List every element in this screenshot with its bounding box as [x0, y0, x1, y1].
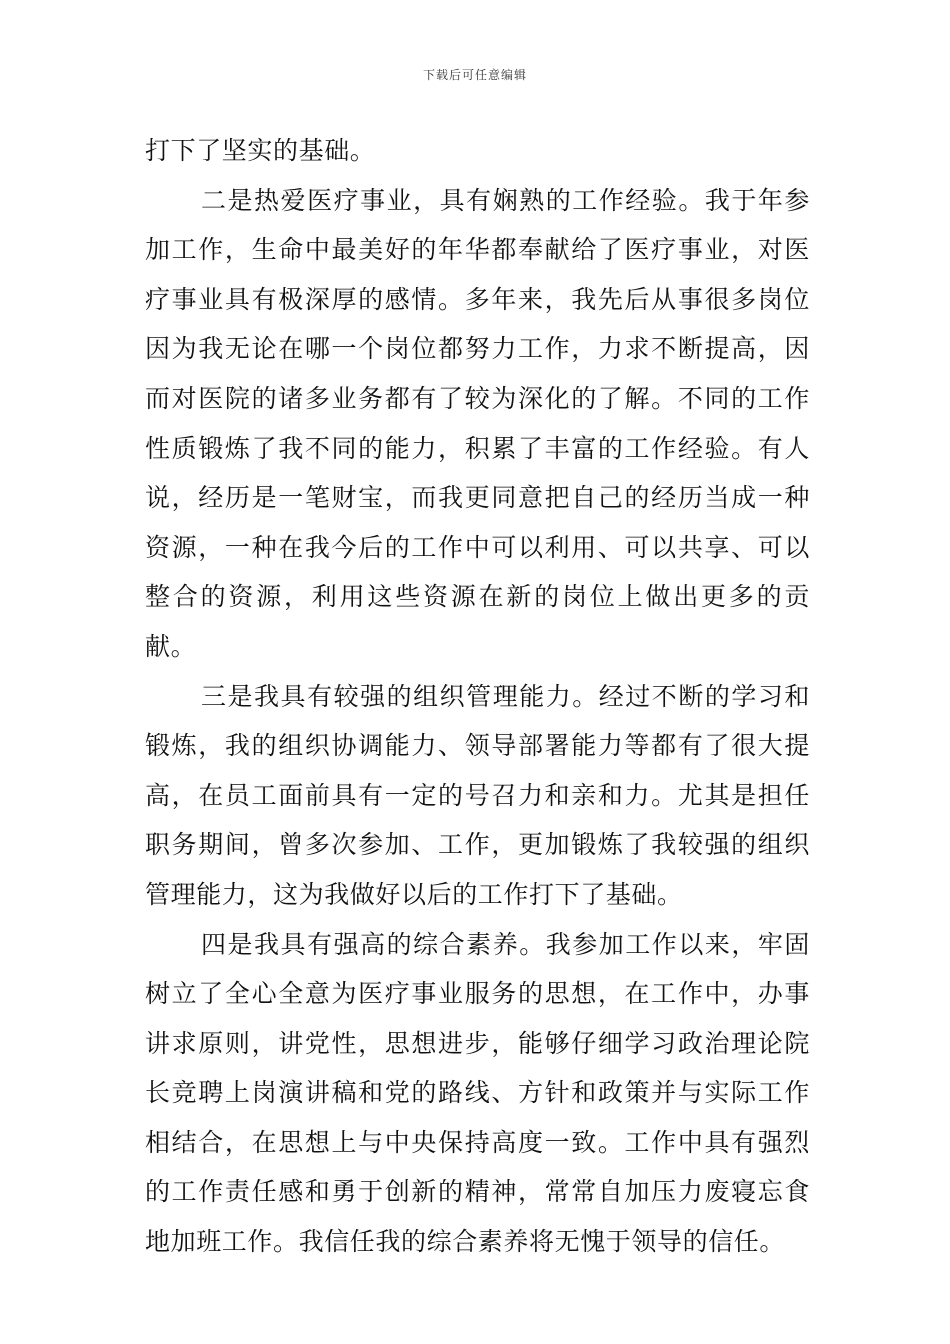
paragraph-quality: 四是我具有强高的综合素养。我参加工作以来，牢固树立了全心全意为医疗事业服务的思想，在工作中，办事讲求原则，讲党性，思想进步，能够仔细学习政治理论院长竞聘上岗演讲稿和党的路线、方针和政策并与实际工作相结合，在思想上与中央保持高度一致。工作中具有强烈的工作责任感和勇于创新的精神，常常自加压力废寝忘食地加班工作。我信任我的综合素养将无愧于领导的信任。 — [145, 929, 810, 1257]
paragraph-management: 三是我具有较强的组织管理能力。经过不断的学习和锻炼，我的组织协调能力、领导部署能力等都有了很大提高，在员工面前具有一定的号召力和亲和力。尤其是担任职务期间，曾多次参加、工作，更加锻炼了我较强的组织管理能力，这为我做好以后的工作打下了基础。 — [145, 681, 810, 909]
paragraph-continuation: 打下了坚实的基础。 — [145, 136, 376, 165]
header-note: 下载后可任意编辑 — [422, 68, 527, 82]
document-body — [145, 126, 810, 1267]
paragraph-experience: 二是热爱医疗事业，具有娴熟的工作经验。我于年参加工作，生命中最美好的年华都奉献给了医疗事业，对医疗事业具有极深厚的感情。多年来，我先后从事很多岗位因为我无论在哪一个岗位都努力工作，力求不断提高，因而对医院的诸多业务都有了较为深化的了解。不同的工作性质锻炼了我不同的能力，积累了丰富的工作经验。有人说，经历是一笔财宝，而我更同意把自己的经历当成一种资源，一种在我今后的工作中可以利用、可以共享、可以整合的资源，利用这些资源在新的岗位上做出更多的贡献。 — [145, 185, 810, 661]
